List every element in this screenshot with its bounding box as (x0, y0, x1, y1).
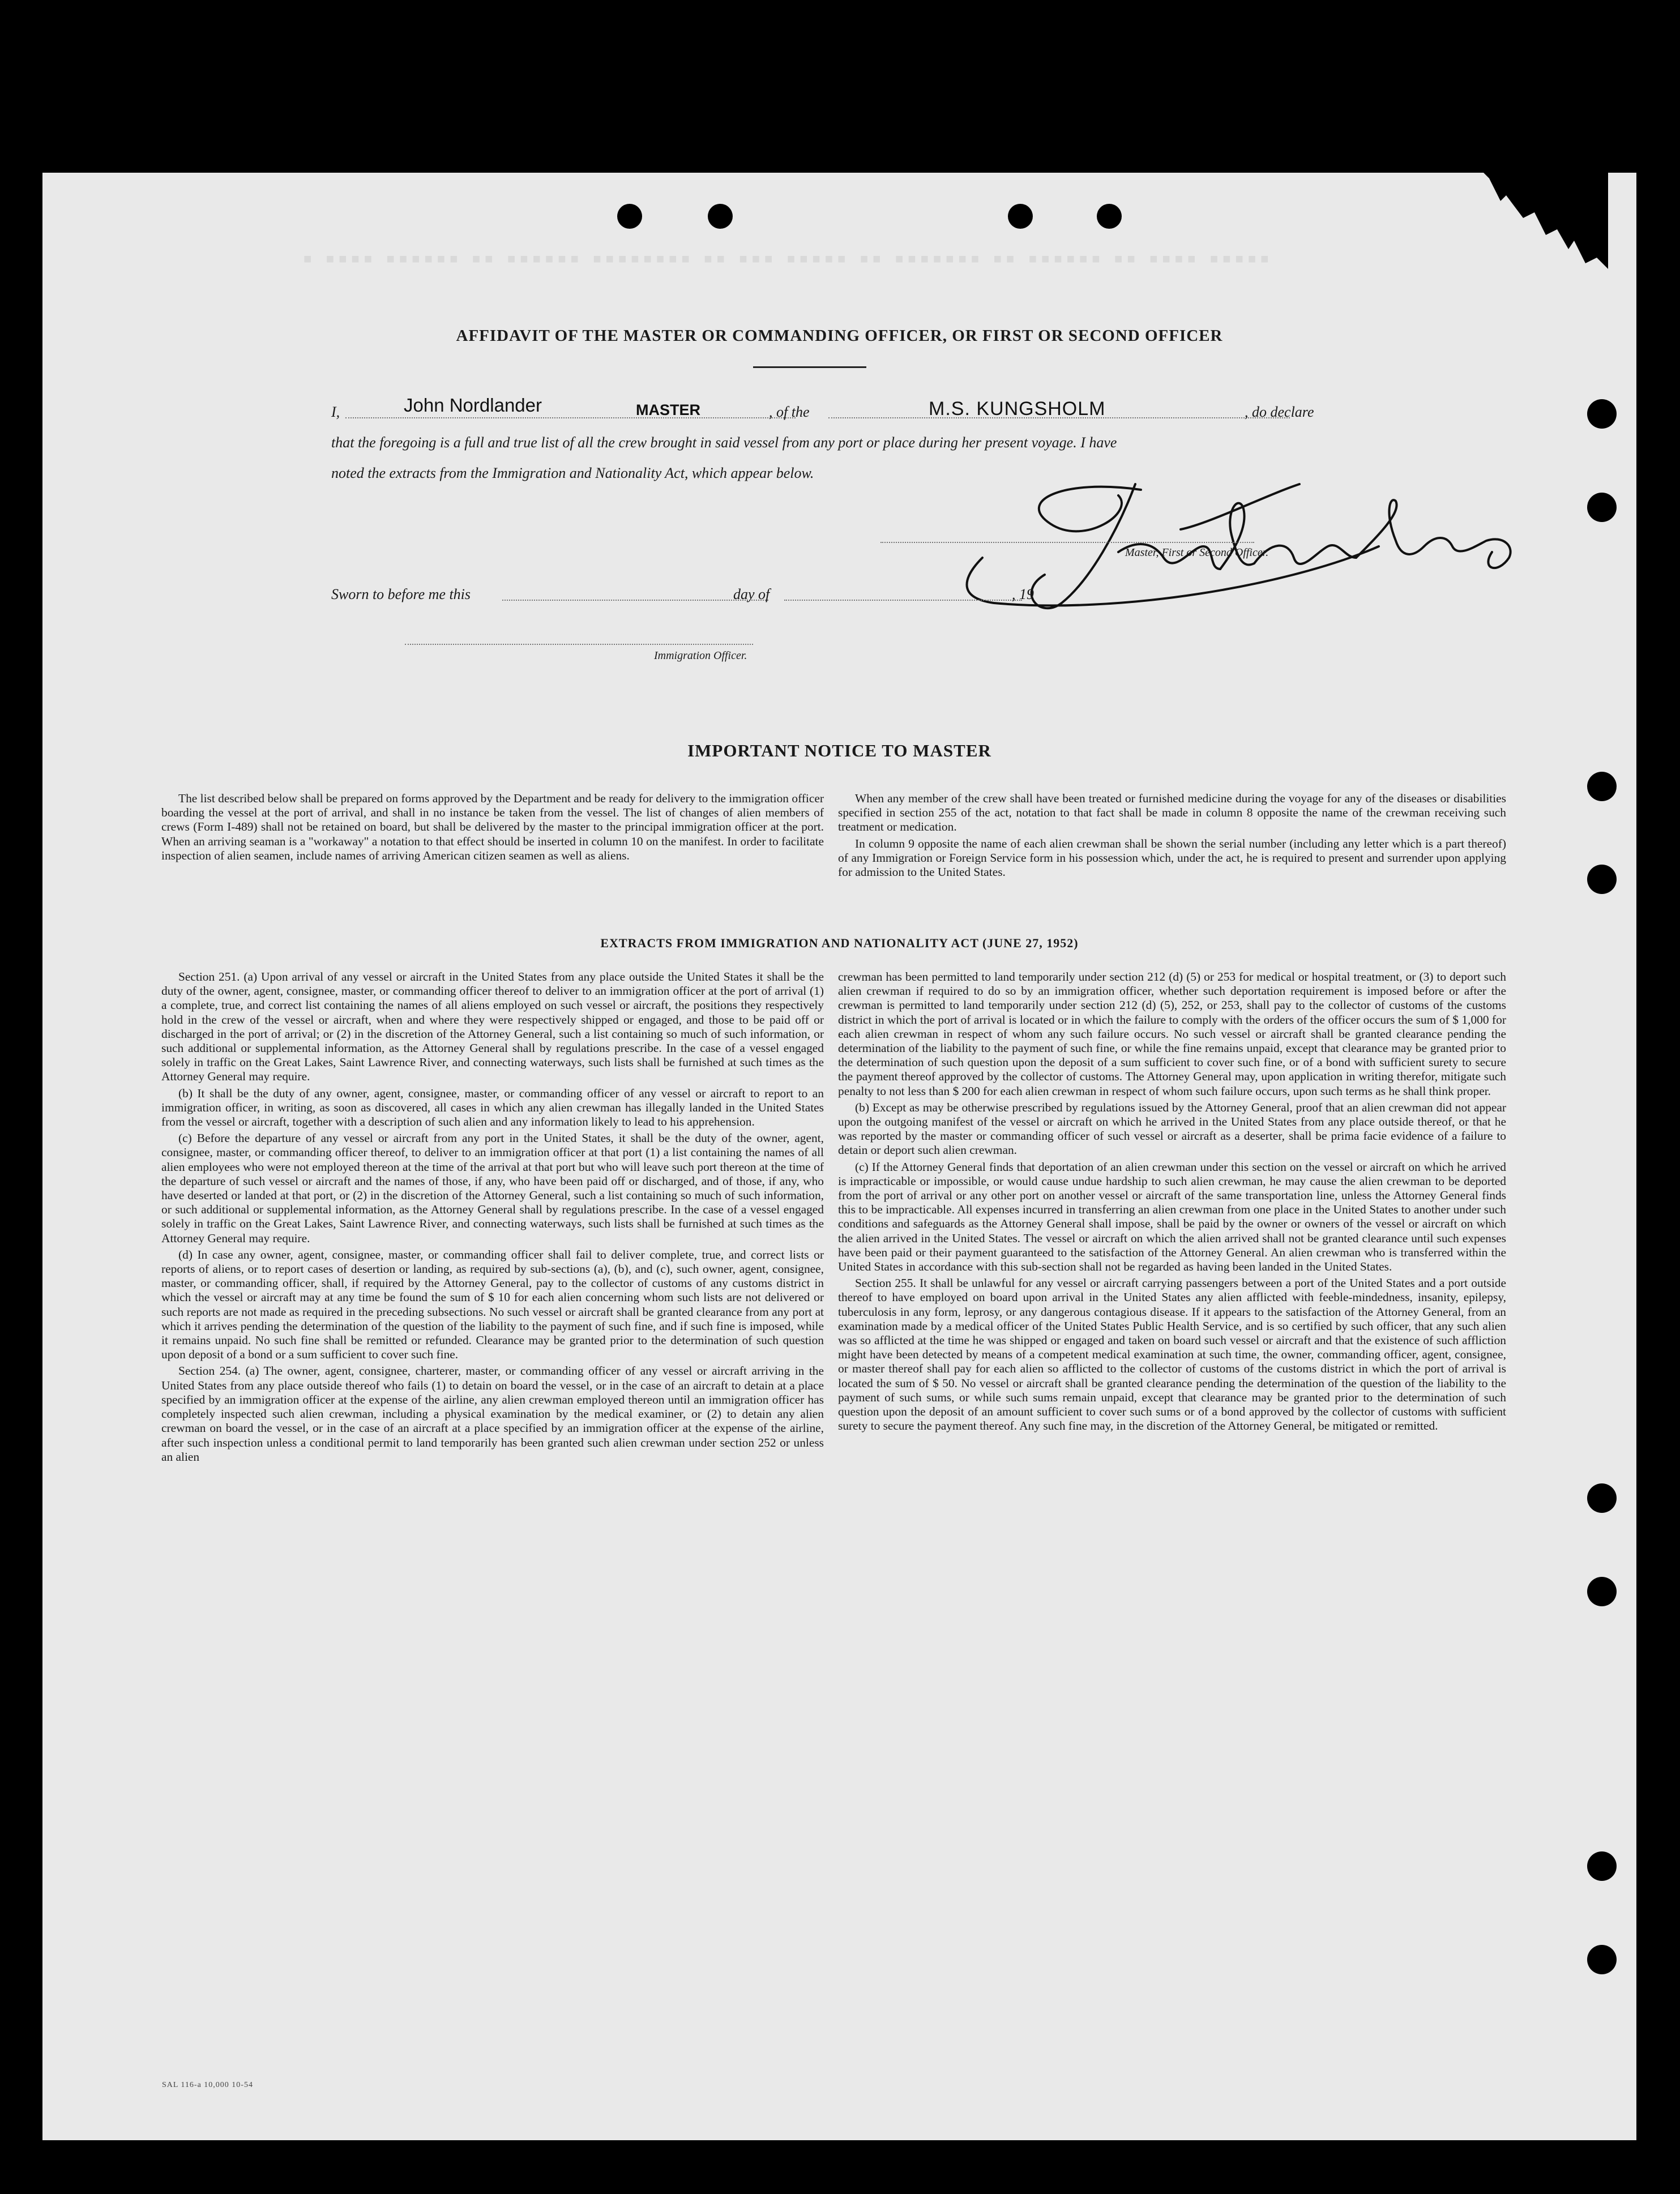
officer-caption: Immigration Officer. (654, 649, 747, 662)
punch-hole (1587, 865, 1617, 894)
punch-hole (1587, 1577, 1617, 1606)
signature-line (880, 542, 1254, 543)
notice-paragraph: When any member of the crew shall have been treated or furnished medicine during the voyage for any of the diseases or disabilities specified in section 255 of the act, notation to that fact shall be made in column 8 opposite the name of the crewman receiving such treatment or medication. (838, 792, 1506, 834)
sworn-month-line (784, 600, 1022, 601)
signature-caption: Master, First or Second Officer. (1125, 546, 1269, 559)
affidavit-line1-of: , of the (769, 404, 810, 420)
punch-hole (1587, 1945, 1617, 1974)
notice-paragraph: In column 9 opposite the name of each alien crewman shall be shown the serial number (including any letter which is a part thereof) of any Immigration or Foreign Service form in his possession which, under the act, he is required to present and surrender upon applying for admission to the United States. (838, 836, 1506, 879)
master-rank: MASTER (636, 401, 700, 418)
vessel-name: M.S. KUNGSHOLM (929, 398, 1106, 420)
extract-paragraph: (d) In case any owner, agent, consignee, master, or commanding officer shall fail to deliver complete, true, and correct lists or reports of aliens, or to report cases of desertion or landing, as required by sub-sections (a), (b), and (c), such owner, agent, consignee, master, or commanding officer, shall, if required by the Attorney General, pay to the collector of customs of any customs district in which the vessel or aircraft may at any time be found the sum of $ 10 for each alien concerning whom such lists are not delivered or such reports are not made as required in the preceding subsections. No such vessel or aircraft shall be granted clearance from any port at which it arrives pending the determination of the question of the liability to the payment of such fine, and if such fine is imposed, while it remains unpaid. No such fine shall be remitted or refunded. Clearance may be granted prior to the determination of such question upon deposit of a bond or a sum sufficient to cover such fine. (161, 1247, 824, 1362)
punch-hole (1587, 1483, 1617, 1513)
affidavit-line3: noted the extracts from the Immigration and Nationality Act, which appear below. (331, 465, 814, 481)
extract-paragraph: Section 251. (a) Upon arrival of any vessel or aircraft in the United States from any place outside the United States it shall be the duty of the owner, agent, consignee, master, or commanding officer thereof to deliver to an immigration officer at the port of arrival (1) a complete, true, and correct list containing the names of all aliens employed on such vessel or aircraft, the positions they respectively hold in the crew of the vessel or aircraft, when and where they were respectively shipped or engaged, and those to be paid off or discharged in the port of arrival; or (2) in the discretion of the Attorney General, such a list containing so much of such information, or such additional or supplemental information, as the Attorney General shall by regulations prescribe. In the case of a vessel engaged solely in traffic on the Great Lakes, Saint Lawrence River, and connecting waterways, such lists shall be furnished at such times as the Attorney General may require. (161, 970, 824, 1084)
sworn-day-of: day of (733, 586, 770, 602)
title-rule (753, 366, 866, 368)
notice-right-column (838, 792, 1506, 882)
name-field-line (345, 417, 796, 418)
punch-hole (1587, 772, 1617, 801)
punch-hole (1587, 493, 1617, 522)
form-number-footer: SAL 116-a 10,000 10-54 (162, 2081, 253, 2089)
punch-hole (1587, 1851, 1617, 1881)
affidavit-line1-prefix: I, (331, 404, 340, 420)
extract-paragraph: (c) Before the departure of any vessel or aircraft from any port in the United States, it shall be the duty of the owner, agent, consignee, master, or commanding officer thereof, to deliver to an immigration officer at that port (1) a list containing the names of all alien employees who were not employed thereon at the time of the arrival at that port but who will leave such port thereon at the time of the departure of such vessel or aircraft and the names of those, if any, who have been paid off or discharged, and of those, if any, who have deserted or landed at that port, or (2) in the discretion of the Attorney General, such a list containing so much of such information, or such additional or supplemental information, as the Attorney General shall by regulations prescribe. In the case of a vessel engaged solely in traffic on the Great Lakes, Saint Lawrence River, and connecting waterways, such lists shall be furnished at such times as the Attorney General may require. (161, 1131, 824, 1245)
notice-paragraph: The list described below shall be prepared on forms approved by the Department and be ready for delivery to the immigration officer boarding the vessel at the port of arrival, and shall in no instance be taken from the vessel. The list of changes of alien members of crews (Form I-489) shall not be retained on board, but shall be delivered by the master to the principal immigration officer at the port. When an arriving seaman is a "workaway" a notation to that effect should be inserted in column 10 on the manifest. In order to facilitate inspection of alien seamen, include names of arriving American citizen seamen as well as aliens. (161, 792, 824, 862)
punch-hole (1008, 204, 1033, 229)
punch-hole (617, 204, 642, 229)
extracts-title: EXTRACTS FROM IMMIGRATION AND NATIONALITY ACT (JUNE 27, 1952) (600, 936, 1079, 950)
bleed-through-text: ▪ ▪▪▪▪ ▪▪▪▪▪▪ ▪▪ ▪▪▪▪▪▪ ▪▪▪▪▪▪▪▪ ▪▪ ▪▪▪ ▪▪▪▪▪ ▪▪ ▪▪▪▪▪▪▪ ▪▪ ▪▪▪▪▪▪ ▪▪ ▪▪▪▪ ▪▪▪▪▪ (303, 244, 1273, 273)
extracts-right-column (838, 970, 1506, 1436)
punch-hole (708, 204, 733, 229)
sworn-prefix: Sworn to before me this (331, 586, 471, 602)
extract-paragraph: (c) If the Attorney General finds that deportation of an alien crewman under this section on the vessel or aircraft on which he arrived is impracticable or impossible, or would cause undue hardship to such alien crewman, he may cause the alien crewman to be deported from the port of arrival or any other port on another vessel or aircraft of the same transportation line, unless the Attorney General finds this to be impracticable. All expenses incurred in transferring an alien crewman from one place in the United States to another under such conditions and safeguards as the Attorney General shall impose, shall be paid by the owner or owners of the vessel or aircraft on which the alien arrived in the United States. The vessel or aircraft on which the alien arrived shall not be granted clearance until such expenses have been paid or their payment guaranteed to the satisfaction of the Attorney General. An alien crewman who is transferred within the United States in accordance with this sub-section shall not be regarded as having been landed in the United States. (838, 1160, 1506, 1274)
extract-paragraph: (b) It shall be the duty of any owner, agent, consignee, master, or commanding officer of any vessel or aircraft to report to an immigration officer, in writing, as soon as discovered, all cases in which any alien crewman has illegally landed in the United States from the vessel or aircraft, together with a description of such alien and any information likely to lead to his apprehension. (161, 1086, 824, 1129)
punch-hole (1097, 204, 1122, 229)
affidavit-title: AFFIDAVIT OF THE MASTER OR COMMANDING OFFICER, OR FIRST OR SECOND OFFICER (456, 327, 1223, 345)
notice-title: IMPORTANT NOTICE TO MASTER (687, 741, 991, 760)
extract-paragraph: Section 254. (a) The owner, agent, consignee, charterer, master, or commanding officer of any vessel or aircraft arriving in the United States from any place outside thereof who fails (1) to detain on board the vessel, or in the case of an aircraft to detain at a place specified by an immigration officer at the expense of the airline, any alien crewman employed thereon until an immigration officer has completely inspected such alien crewman, including a physical examination by the medical examiner, or (2) to detain any alien crewman on board the vessel, or in the case of an aircraft at a place specified by an immigration officer at the expense of the airline, after such inspection unless a conditional permit to land temporarily has been granted such alien crewman under section 252 or unless an alien (161, 1364, 824, 1464)
punch-hole (1587, 399, 1617, 429)
sworn-year: , 19 (1012, 586, 1034, 602)
extract-paragraph: (b) Except as may be otherwise prescribed by regulations issued by the Attorney General, proof that an alien crewman did not appear upon the outgoing manifest of the vessel or aircraft on which he arrived in the United States from any place outside thereof, or that he was reported by the master or commanding officer of such vessel or aircraft as a deserter, shall be prima facie evidence of a failure to detain or deport such alien crewman. (838, 1100, 1506, 1157)
notice-left-column (161, 792, 824, 865)
affidavit-line2: that the foregoing is a full and true list of all the crew brought in said vessel from any port or place during her present voyage. I have (331, 434, 1117, 451)
officer-signature-line (405, 644, 753, 645)
extract-paragraph: crewman has been permitted to land temporarily under section 212 (d) (5) or 253 for medical or hospital treatment, or (3) to deport such alien crewman if required to do so by an immigration officer, whether such deportation requirement is imposed before or after the crewman is permitted to land temporarily under section 212 (d) (5), 252, or 253, shall pay to the collector of customs of the customs district in which the port of arrival is located or in which the failure to comply with the orders of the officer occurs the sum of $ 1,000 for each alien crewman in respect of whom any such failure occurs. No such vessel or aircraft shall be granted clearance pending the determination of the liability to the payment of such fine, or while the fine remains unpaid, except that clearance may be granted prior to the determination of such question upon the deposit of a sum sufficient to cover such fine, or of a bond with sufficient surety to secure the payment thereof approved by the collector of customs. The Attorney General may, upon application in writing therefor, mitigate such penalty to not less than $ 200 for each alien crewman in respect of whom such failure occurs, upon such terms as he shall think proper. (838, 970, 1506, 1098)
form-page (42, 173, 1636, 2140)
extracts-left-column (161, 970, 824, 1466)
extract-paragraph: Section 255. It shall be unlawful for any vessel or aircraft carrying passengers between a port of the United States and a port outside thereof to have employed on board upon arrival in the United States any alien afflicted with feeble-mindedness, insanity, epilepsy, tuberculosis in any form, leprosy, or any dangerous contagious disease. If it appears to the satisfaction of the Attorney General, from an examination made by a medical officer of the United States Public Health Service, and is so certified by such officer, that any such alien was so afflicted at the time he was shipped or engaged and taken on board such vessel or aircraft and that the existence of such affliction might have been detected by means of a competent medical examination at such time, the owner, commanding officer, agent, consignee, or master thereof shall pay for each alien so afflicted to the collector of customs of the customs district in which the port of arrival is located the sum of $ 50. No vessel or aircraft shall be granted clearance pending the determination of the question of the liability to the payment of such sums, or while such sums remain unpaid, except that clearance may be granted prior to the determination of such question upon the deposit of an amount sufficient to cover such sums or of a bond approved by the collector of customs with sufficient surety to secure the payment thereof. Any such fine may, in the discretion of the Attorney General, be mitigated or remitted. (838, 1276, 1506, 1433)
master-name: John Nordlander (404, 395, 542, 416)
affidavit-line1-suffix: , do declare (1245, 404, 1314, 420)
sworn-day-line (502, 600, 768, 601)
master-signature (948, 461, 1543, 626)
